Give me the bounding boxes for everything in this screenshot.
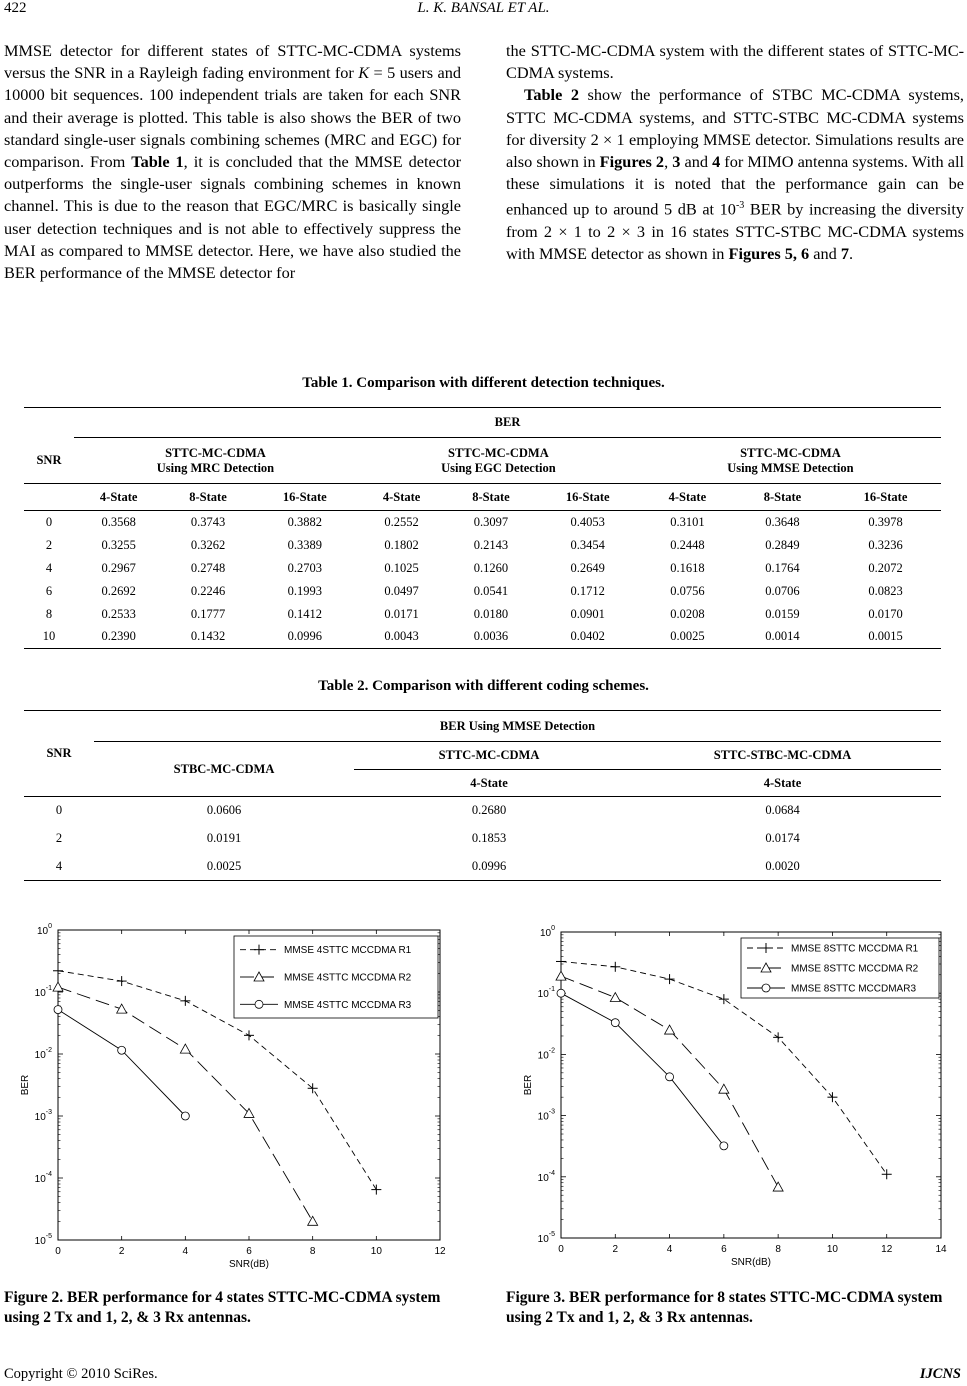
legend-label: MMSE 4STTC MCCDMA R2 xyxy=(284,972,412,984)
table1-value-cell: 0.0170 xyxy=(868,606,903,621)
circle-marker xyxy=(720,1142,728,1150)
table2 xyxy=(24,710,941,881)
right-column-text xyxy=(506,40,964,265)
figure3-chart xyxy=(500,900,967,1280)
x-tick-label: 2 xyxy=(118,1246,125,1257)
x-tick-label: 4 xyxy=(182,1246,189,1257)
table2-snr-header: SNR xyxy=(46,746,72,760)
table1-value-cell: 0.0706 xyxy=(765,583,800,598)
table-row xyxy=(24,797,941,825)
x-tick-label: 10 xyxy=(826,1244,838,1255)
table1-value-cell: 0.0014 xyxy=(765,629,800,644)
table-row xyxy=(24,557,941,580)
y-tick-label: $10^{-4}$ xyxy=(34,1171,52,1185)
legend-label: MMSE 4STTC MCCDMA R3 xyxy=(284,999,412,1011)
table2-value-cell: 0.0020 xyxy=(765,858,800,873)
table1-value-cell: 0.1993 xyxy=(287,583,322,598)
x-tick-label: 10 xyxy=(370,1246,382,1257)
y-tick-label: $10^{-1}$ xyxy=(537,986,555,1001)
table1-value-cell: 0.3743 xyxy=(190,514,226,529)
table1-value-cell: 0.3101 xyxy=(670,514,705,529)
table-row xyxy=(24,534,941,557)
table1-value-cell: 0.0025 xyxy=(670,629,705,644)
table-row xyxy=(24,626,941,649)
table-ref-link[interactable]: Table 1 xyxy=(131,152,184,172)
table1-caption: Table 1. Comparison with different detection techniques. xyxy=(302,375,665,391)
figure-ref-link[interactable]: 7 xyxy=(840,244,849,264)
figure-ref-link[interactable]: 4 xyxy=(712,152,721,172)
x-tick-label: 12 xyxy=(881,1244,893,1255)
table1-value-cell: 0.1412 xyxy=(287,606,322,621)
table1-value-cell: 0.3262 xyxy=(190,537,226,552)
x-axis-label: SNR(dB) xyxy=(228,1259,270,1270)
y-tick-label: $10^{-2}$ xyxy=(537,1047,555,1062)
table1-group-egc: STTC-MC-CDMA Using EGC Detection xyxy=(441,445,556,475)
table1-snr-cell: 10 xyxy=(42,629,56,644)
table2-col-sttc-stbc: STTC-STBC-MC-CDMA xyxy=(624,742,941,770)
table1-value-cell: 0.0996 xyxy=(287,629,322,644)
table1-value-cell: 0.1712 xyxy=(570,583,605,598)
page-number: 422 xyxy=(4,0,27,16)
y-tick-label: $10^{-2}$ xyxy=(34,1047,52,1061)
table1-value-cell: 0.2967 xyxy=(101,560,136,575)
legend-label: MMSE 8STTC MCCDMA R2 xyxy=(791,963,919,975)
x-tick-label: 14 xyxy=(935,1244,947,1255)
table1-snr-cell: 8 xyxy=(45,606,53,621)
table1-value-cell: 0.0036 xyxy=(473,629,509,644)
table1-snr-cell: 6 xyxy=(45,583,53,598)
table1-value-cell: 0.0541 xyxy=(473,583,509,598)
table1-value-cell: 0.2703 xyxy=(287,560,322,575)
table-row xyxy=(24,511,941,534)
x-tick-label: 6 xyxy=(246,1246,252,1257)
table1-value-cell: 0.3255 xyxy=(101,537,136,552)
y-tick-label: $10^{-4}$ xyxy=(537,1169,555,1184)
x-tick-label: 0 xyxy=(55,1246,61,1257)
table1-value-cell: 0.3236 xyxy=(868,537,903,552)
running-authors: L. K. BANSAL ET AL. xyxy=(417,0,550,16)
table1-value-cell: 0.2849 xyxy=(765,537,800,552)
copyright-notice: Copyright © 2010 SciRes. xyxy=(4,1366,158,1382)
table1-group-mmse: STTC-MC-CDMA Using MMSE Detection xyxy=(727,445,854,475)
table1-value-cell: 0.1025 xyxy=(384,560,419,575)
figure2-caption: Figure 2. BER performance for 4 states STTC-MC-CDMA system using 2 Tx and 1, 2, & 3 Rx antennas. xyxy=(4,1289,441,1326)
table2-col-stbc: STBC-MC-CDMA xyxy=(173,761,275,776)
paragraph: Table 2 show the performance of STBC MC-CDMA systems, STTC MC-CDMA systems, and STTC-STBC MC-CDMA systems for diversity 2 × 1 employing MMSE detector. Simulations results are also shown in Figures 2, 3 and 4 for MIMO antenna systems. With all these simulations it is noted that the performance gain can be enhanced up to around 5 dB at $10^{-3}$ BER by increasing the diversity from 2 × 1 to 2 × 3 in 16 states STTC-STBC MC-CDMA systems with MMSE detector as shown in Figures 5, 6 and 7. xyxy=(506,85,964,264)
legend-label: MMSE 8STTC MCCDMAR3 xyxy=(791,983,917,995)
table1-snr-cell: 2 xyxy=(45,537,53,552)
table1-value-cell: 0.0756 xyxy=(670,583,705,598)
y-tick-label: $10^{-5}$ xyxy=(34,1233,52,1247)
table1-value-cell: 0.3882 xyxy=(287,514,322,529)
figure-ref-link[interactable]: Figures 5, 6 xyxy=(728,244,810,264)
y-tick-label: $10^0$ xyxy=(539,925,555,939)
table2-top-header: BER Using MMSE Detection xyxy=(94,711,941,742)
table2-value-cell: 0.0174 xyxy=(765,831,800,845)
table2-value-cell: 0.0996 xyxy=(471,858,507,873)
x-axis-label: SNR(dB) xyxy=(730,1257,772,1268)
table1-state-header: 16-State xyxy=(565,489,610,504)
table2-value-cell: 0.0684 xyxy=(765,803,800,818)
table1-value-cell: 0.3097 xyxy=(473,514,509,529)
table-row xyxy=(24,580,941,603)
circle-marker xyxy=(181,1112,189,1120)
y-axis-label: BER xyxy=(523,1074,534,1096)
table-row xyxy=(24,825,941,853)
table1-value-cell: 0.1260 xyxy=(473,560,509,575)
y-tick-label: $10^{-3}$ xyxy=(537,1108,555,1123)
table1-state-header: 8-State xyxy=(472,489,510,504)
y-tick-label: $10^{-1}$ xyxy=(34,985,52,999)
table1-value-cell: 0.0043 xyxy=(384,629,419,644)
x-tick-label: 8 xyxy=(775,1244,781,1255)
left-column-text xyxy=(4,40,461,284)
table1 xyxy=(24,407,941,649)
table1-value-cell: 0.0402 xyxy=(570,629,605,644)
table2-col-sttc: STTC-MC-CDMA xyxy=(354,742,624,770)
circle-marker xyxy=(762,984,770,992)
chart-legend xyxy=(741,938,939,998)
table1-snr-cell: 4 xyxy=(45,560,53,575)
table1-value-cell: 0.0171 xyxy=(384,606,419,621)
table1-state-header: 4-State xyxy=(668,489,707,504)
table-row xyxy=(24,853,941,881)
table2-value-cell: 0.0025 xyxy=(206,858,242,873)
table1-value-cell: 0.3648 xyxy=(765,514,800,529)
table1-snr-cell: 0 xyxy=(45,514,53,529)
table1-value-cell: 0.0497 xyxy=(384,583,419,598)
table1-value-cell: 0.2448 xyxy=(670,537,705,552)
table1-value-cell: 0.2246 xyxy=(190,583,226,598)
x-tick-label: 8 xyxy=(309,1246,316,1257)
table2-snr-cell: 0 xyxy=(55,803,63,818)
table1-value-cell: 0.1432 xyxy=(190,629,226,644)
legend-label: MMSE 4STTC MCCDMA R1 xyxy=(284,945,412,957)
table2-value-cell: 0.2680 xyxy=(471,803,507,818)
table1-value-cell: 0.0823 xyxy=(868,583,903,598)
table-ref-link[interactable]: Table 2 xyxy=(524,85,579,105)
y-tick-label: $10^{-3}$ xyxy=(34,1109,52,1123)
circle-marker xyxy=(54,1006,62,1014)
table1-value-cell: 0.1618 xyxy=(670,560,705,575)
figure2-chart xyxy=(0,900,470,1280)
table2-sttc-stbc-state: 4-State xyxy=(624,770,941,797)
table1-snr-header: SNR xyxy=(36,452,62,467)
table1-state-header: 4-State xyxy=(99,489,138,504)
circle-marker xyxy=(611,1019,619,1027)
circle-marker xyxy=(666,1073,674,1081)
legend-label: MMSE 8STTC MCCDMA R1 xyxy=(791,943,919,955)
table1-group-mrc: STTC-MC-CDMA Using MRC Detection xyxy=(156,445,275,475)
table1-value-cell: 0.1764 xyxy=(765,560,800,575)
table1-value-cell: 0.2143 xyxy=(473,537,509,552)
paragraph: MMSE detector for different states of STTC-MC-CDMA systems versus the SNR in a Rayleigh fading environment for K = 5 users and 10000 bit sequences. 100 independent trials are taken for each SNR and their average is plotted. This table is also shows the BER of two standard single-user signals combining schemes (MRC and EGC) for comparison. From Table 1, it is concluded that the MMSE detector outperforms the single-user signals combining schemes in known channel. This is due to the reason that EGC/MRC is basically single user detection techniques and is not able to effectively suppress the MAI as compared to MMSE detector. Here, we have also studied the BER performance of the MMSE detector for xyxy=(4,41,462,283)
circle-marker xyxy=(255,1000,263,1008)
table1-value-cell: 0.1777 xyxy=(190,606,226,621)
table1-value-cell: 0.2390 xyxy=(101,629,136,644)
table1-value-cell: 0.0180 xyxy=(473,606,509,621)
journal-name: IJCNS xyxy=(919,1366,961,1382)
circle-marker xyxy=(557,989,565,997)
table1-value-cell: 0.3568 xyxy=(101,514,136,529)
table2-snr-cell: 4 xyxy=(55,858,63,873)
table1-value-cell: 0.2692 xyxy=(101,583,136,598)
x-tick-label: 12 xyxy=(434,1246,446,1257)
x-tick-label: 2 xyxy=(612,1244,619,1255)
table1-state-header: 16-State xyxy=(282,489,327,504)
y-axis-label: BER xyxy=(20,1074,31,1096)
table2-sttc-state: 4-State xyxy=(354,770,624,797)
table1-state-row xyxy=(24,484,941,511)
figure-ref-link[interactable]: 3 xyxy=(672,152,681,172)
table2-value-cell: 0.0191 xyxy=(206,831,242,845)
x-tick-label: 0 xyxy=(558,1244,564,1255)
table1-value-cell: 0.4053 xyxy=(570,514,605,529)
x-tick-label: 6 xyxy=(721,1244,727,1255)
y-tick-label: $10^0$ xyxy=(36,923,52,937)
table1-value-cell: 0.2072 xyxy=(868,560,903,575)
table1-value-cell: 0.3389 xyxy=(287,537,322,552)
table1-value-cell: 0.0208 xyxy=(670,606,705,621)
y-tick-label: $10^{-5}$ xyxy=(537,1231,555,1245)
table1-value-cell: 0.1802 xyxy=(384,537,419,552)
table2-value-cell: 0.0606 xyxy=(206,803,242,818)
table1-state-header: 8-State xyxy=(763,489,802,504)
chart-legend xyxy=(234,936,438,1018)
table1-value-cell: 0.2649 xyxy=(570,560,605,575)
table1-value-cell: 0.2533 xyxy=(101,606,136,621)
table1-value-cell: 0.3978 xyxy=(868,514,903,529)
table1-state-header: 4-State xyxy=(382,489,421,504)
table1-state-header: 8-State xyxy=(189,489,227,504)
page-header xyxy=(0,0,967,20)
table1-value-cell: 0.0015 xyxy=(868,629,903,644)
table2-value-cell: 0.1853 xyxy=(471,831,507,845)
table2-caption: Table 2. Comparison with different coding schemes. xyxy=(318,678,649,694)
figure3-caption: Figure 3. BER performance for 8 states STTC-MC-CDMA system using 2 Tx and 1, 2, & 3 Rx antennas. xyxy=(506,1289,943,1326)
table1-value-cell: 0.2748 xyxy=(190,560,226,575)
table1-value-cell: 0.0901 xyxy=(570,606,605,621)
x-tick-label: 4 xyxy=(666,1244,673,1255)
table1-value-cell: 0.2552 xyxy=(384,514,419,529)
table1-value-cell: 0.3454 xyxy=(570,537,605,552)
table1-state-header: 16-State xyxy=(863,489,908,504)
table2-snr-cell: 2 xyxy=(55,831,63,845)
table-row xyxy=(24,603,941,626)
table1-top-header: BER xyxy=(74,408,941,438)
circle-marker xyxy=(118,1046,126,1054)
figure-ref-link[interactable]: Figures 2 xyxy=(599,152,665,172)
table1-value-cell: 0.0159 xyxy=(765,606,800,621)
paragraph: the STTC-MC-CDMA system with the different states of STTC-MC-CDMA systems. xyxy=(506,41,964,83)
